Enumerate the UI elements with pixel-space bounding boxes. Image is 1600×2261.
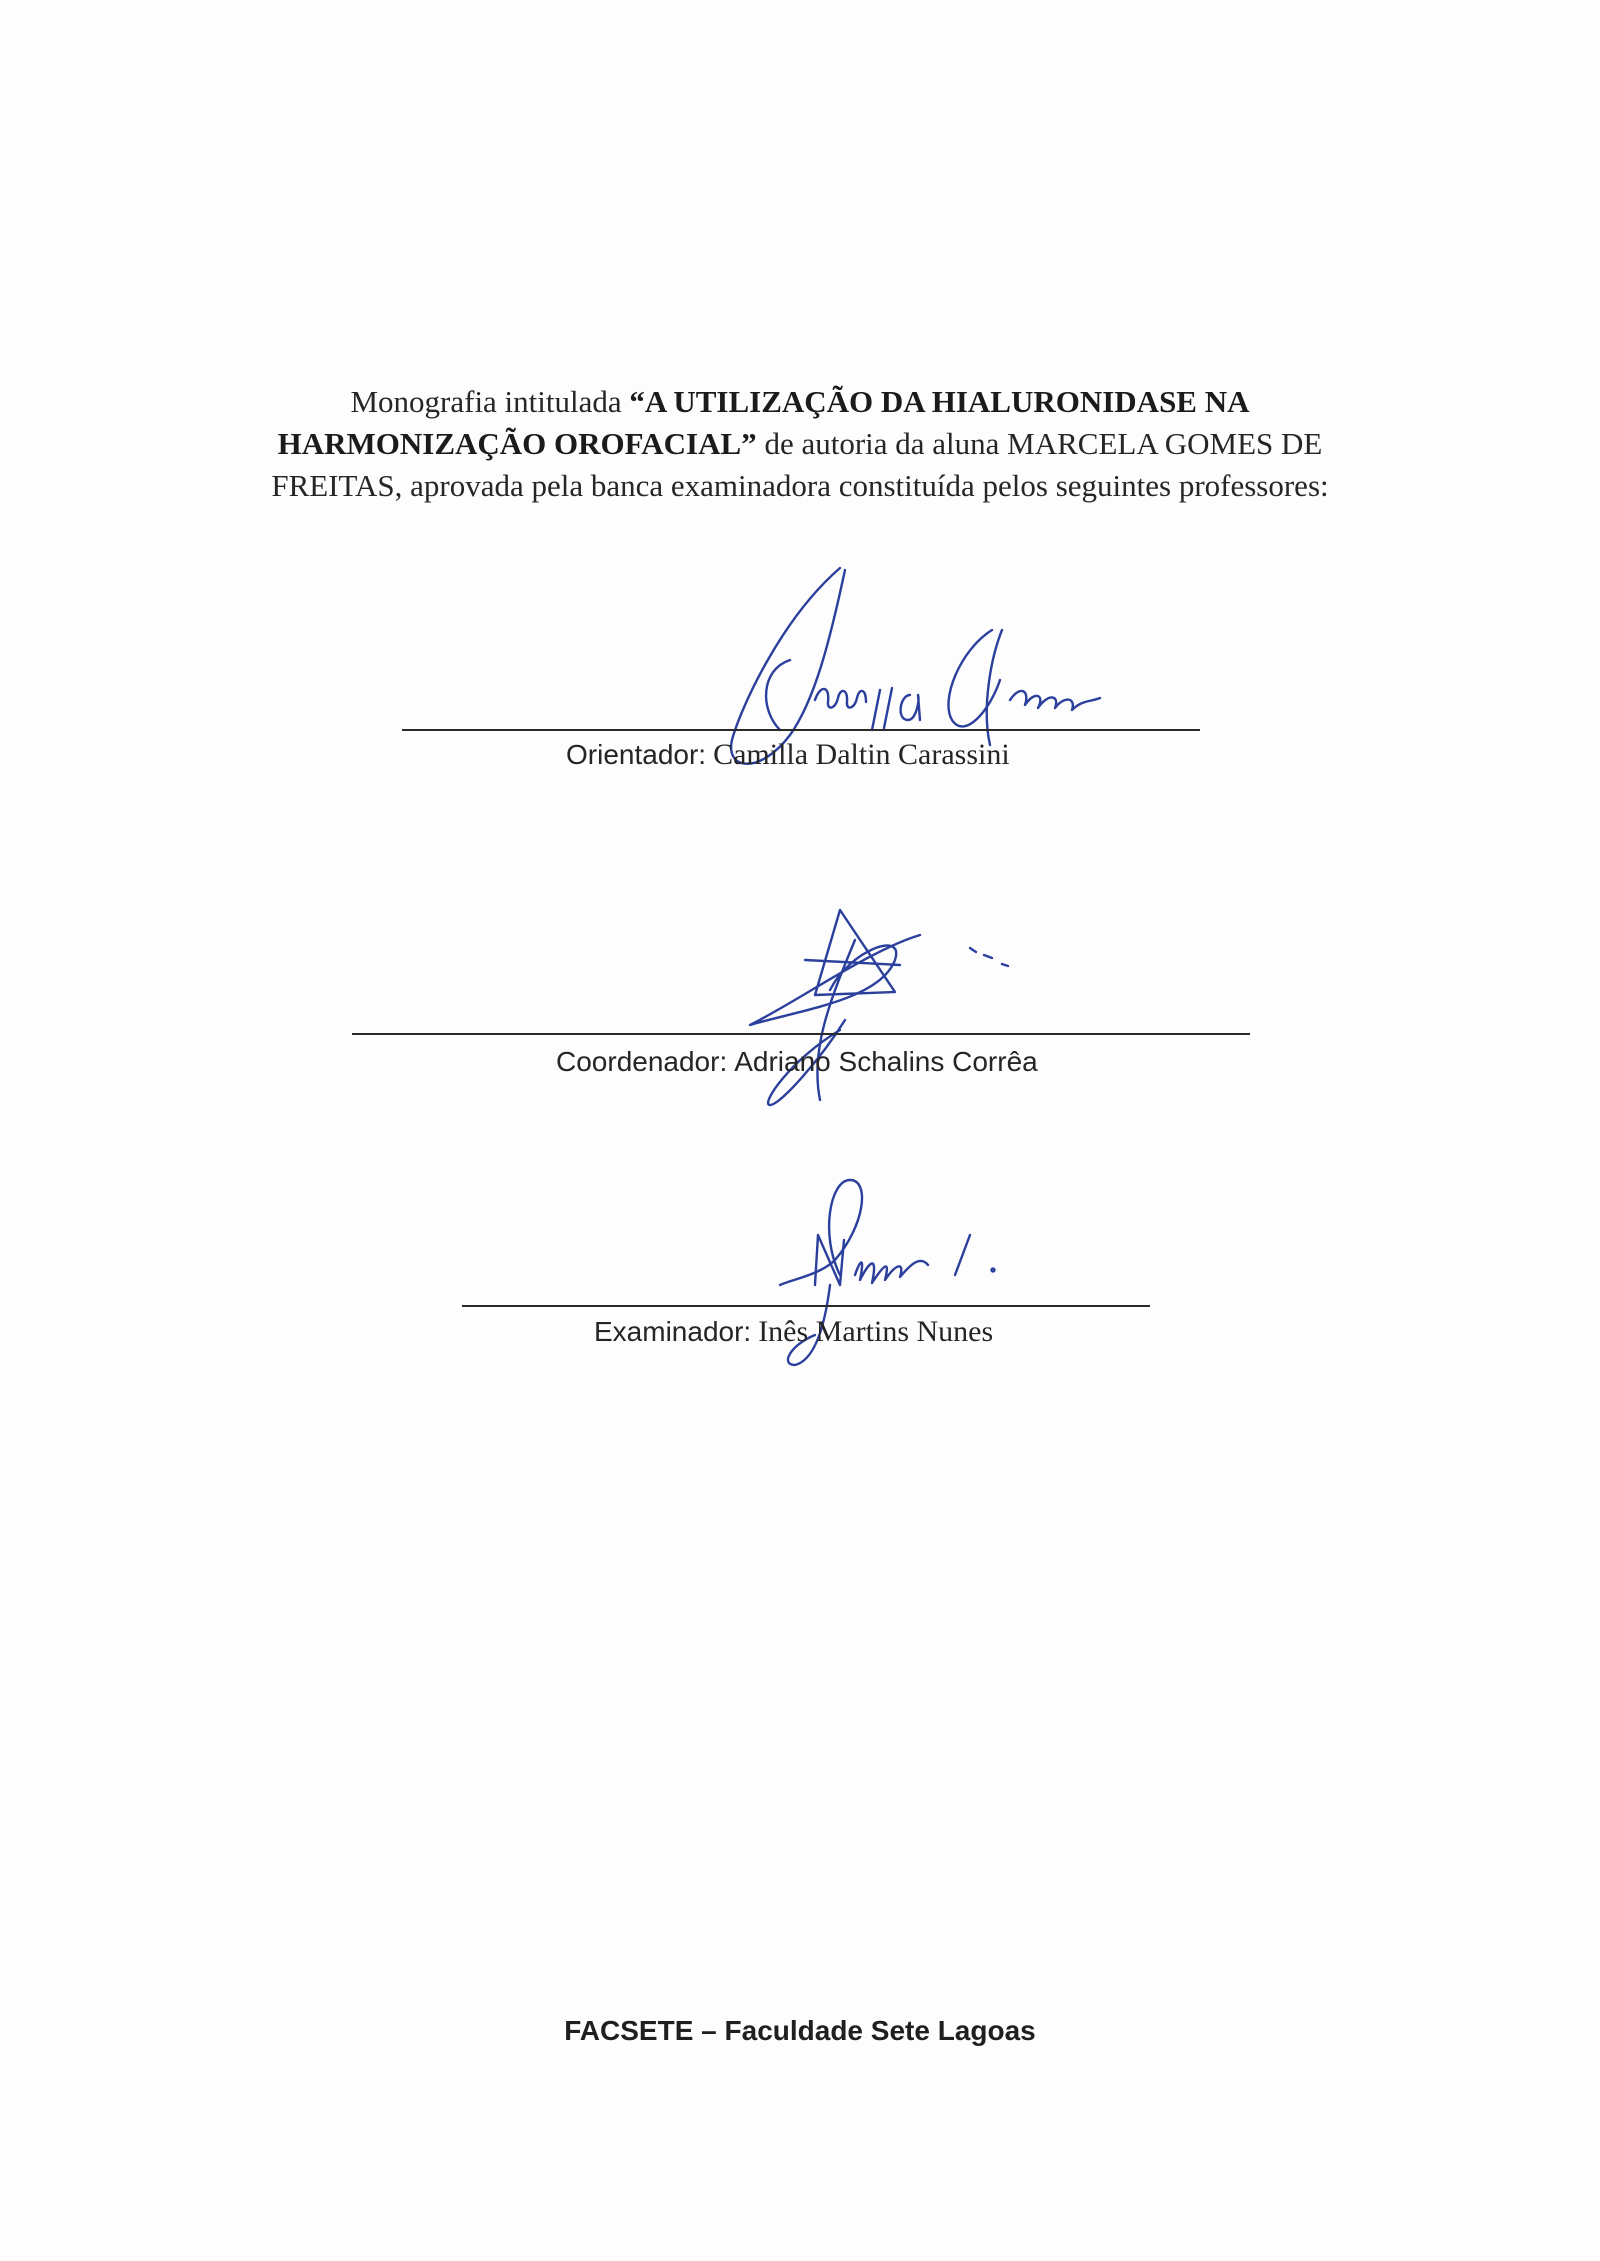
approval-statement (250, 381, 1350, 507)
role-label: Examinador: (594, 1316, 752, 1347)
handwritten-signature-coordenador (720, 900, 1040, 1130)
institution-footer: FACSETE – Faculdade Sete Lagoas (564, 2015, 1036, 2046)
signer-name: Inês Martins Nunes (758, 1315, 994, 1348)
signature-line (462, 1305, 1150, 1307)
signature-label (566, 738, 1010, 772)
intro-prefix: Monografia intitulada (350, 384, 630, 419)
role-label: Coordenador: (556, 1046, 728, 1077)
handwritten-signature-examinador (760, 1165, 1020, 1385)
intro-suffix: de autoria da aluna MARCELA GOMES DE FREITAS, aprovada pela banca examinadora constituída pelos seguintes professores: (271, 425, 1329, 503)
signature-line (402, 729, 1200, 731)
monograph-title: “A UTILIZAÇÃO DA HIALURONIDASE NA HARMONIZAÇÃO OROFACIAL” (277, 384, 1250, 461)
signature-line (352, 1033, 1250, 1035)
signature-label (556, 1046, 1038, 1079)
signer-name: Adriano Schalins Corrêa (734, 1046, 1038, 1077)
signature-label (594, 1315, 993, 1349)
role-label: Orientador: (566, 739, 707, 770)
signer-name: Camilla Daltin Carassini (713, 738, 1010, 771)
